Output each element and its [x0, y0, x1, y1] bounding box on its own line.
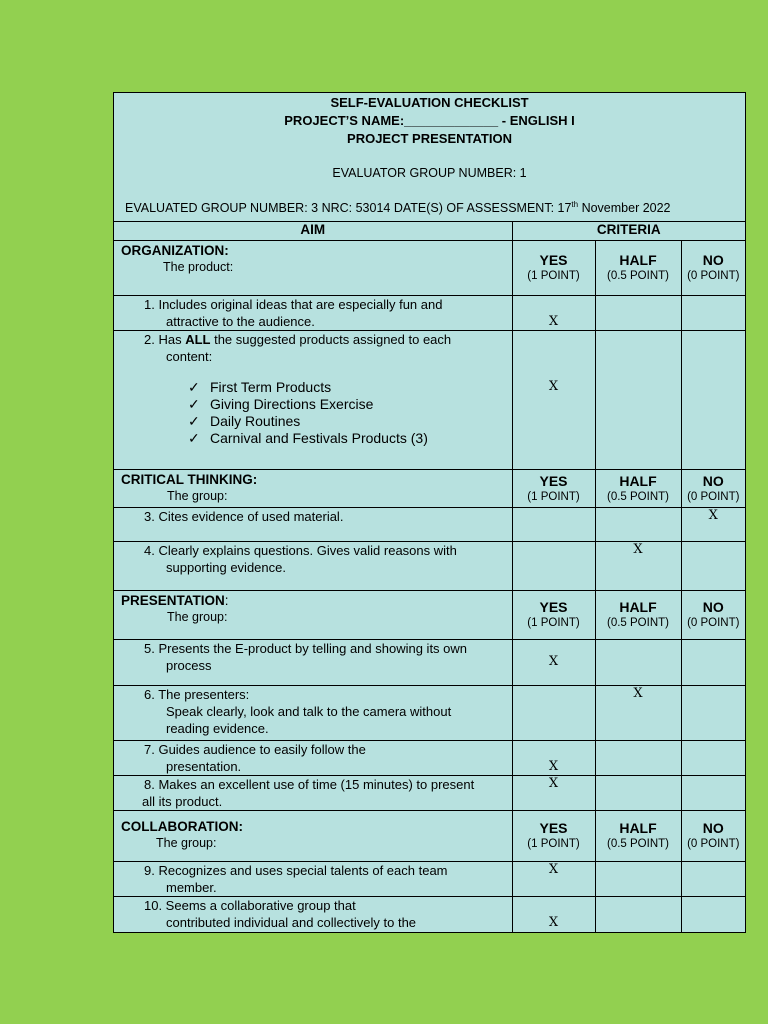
- mark-half: [595, 861, 681, 896]
- section-subtitle: The product:: [163, 259, 234, 274]
- mark-half: [595, 295, 681, 330]
- mark-no: [681, 295, 745, 330]
- evaluation-table: [114, 221, 745, 933]
- criteria-yes: [512, 590, 595, 639]
- mark-no: [681, 740, 745, 775]
- criteria-yes: [512, 469, 595, 507]
- no-label: NO: [702, 252, 724, 268]
- mark-yes: X: [512, 896, 595, 933]
- no-label: NO: [702, 599, 724, 615]
- product-label: First Term Products: [210, 378, 332, 395]
- project-subject: - ENGLISH I: [498, 113, 575, 128]
- mark-yes: X: [512, 861, 595, 896]
- item-text: 8. Makes an excellent use of time (15 minutes) to present: [144, 776, 475, 792]
- product-checklist: [144, 379, 512, 447]
- section-title: [114, 593, 512, 609]
- item-text: 4. Clearly explains questions. Gives valid reasons with: [144, 542, 457, 558]
- yes-points: (1 POINT): [527, 270, 580, 282]
- yes-points: (1 POINT): [527, 838, 580, 850]
- section-presentation: [114, 590, 512, 639]
- yes-points: (1 POINT): [527, 617, 580, 629]
- half-points: (0.5 POINT): [607, 838, 669, 850]
- mark-half: X: [595, 685, 681, 740]
- no-points: (0 POINT): [687, 838, 740, 850]
- mark-yes: X: [512, 775, 595, 810]
- evaluator-group-line: EVALUATOR GROUP NUMBER: 1: [332, 166, 527, 180]
- mark-half: X: [595, 541, 681, 590]
- half-points: (0.5 POINT): [607, 490, 669, 503]
- mark-yes: X: [512, 330, 595, 469]
- item-6: [114, 685, 512, 740]
- item-8: [114, 775, 512, 810]
- mark-yes: X: [512, 740, 595, 775]
- section-row-presentation: [114, 590, 745, 639]
- item-10: [114, 896, 512, 933]
- item-text: presentation.: [166, 758, 242, 774]
- product-item: [188, 396, 512, 413]
- ordinal-suffix: th: [571, 200, 579, 209]
- section-collaboration: [114, 810, 512, 861]
- criteria-no: [681, 590, 745, 639]
- criteria-no: [681, 240, 745, 295]
- table-row-item-6: [114, 685, 745, 740]
- mark-no: [681, 896, 745, 933]
- section-organization: [114, 240, 512, 295]
- table-header-row: [114, 221, 745, 240]
- table-row-item-7: [114, 740, 745, 775]
- mark-half: [595, 896, 681, 933]
- mark-no: [681, 775, 745, 810]
- product-label: Giving Directions Exercise: [210, 395, 374, 412]
- mark-half: [595, 775, 681, 810]
- document-subtitle: PROJECT PRESENTATION: [347, 131, 512, 146]
- table-row-item-4: [114, 541, 745, 590]
- product-item: [188, 413, 512, 430]
- half-points: (0.5 POINT): [607, 617, 669, 629]
- evaluated-group-line: [125, 200, 746, 215]
- section-row-critical-thinking: [114, 469, 745, 507]
- criteria-no: [681, 469, 745, 507]
- no-points: (0 POINT): [687, 270, 740, 282]
- mark-half: [595, 740, 681, 775]
- item-text: 2. Has: [144, 331, 186, 347]
- mark-half: [595, 639, 681, 685]
- document-header: [114, 93, 745, 222]
- mark-yes: X: [512, 639, 595, 685]
- item-text: 1. Includes original ideas that are especially fun and: [144, 296, 443, 312]
- yes-label: YES: [539, 599, 568, 615]
- evaluated-line-text: EVALUATED GROUP NUMBER: 3 NRC: 53014 DATE(S) OF ASSESSMENT: 17: [125, 201, 572, 216]
- mark-yes: [512, 507, 595, 541]
- item-text: attractive to the audience.: [166, 313, 315, 329]
- section-subtitle: The group:: [167, 488, 228, 503]
- yes-label: YES: [539, 252, 568, 268]
- evaluated-line-date: November 2022: [578, 201, 671, 216]
- section-title: COLLABORATION:: [121, 818, 243, 834]
- mark-no: [681, 541, 745, 590]
- product-item: [188, 430, 512, 447]
- section-title: ORGANIZATION:: [121, 242, 229, 258]
- no-label: NO: [702, 820, 724, 836]
- section-row-organization: [114, 240, 745, 295]
- item-emphasis: ALL: [185, 331, 211, 347]
- section-title-colon: :: [224, 592, 229, 608]
- mark-no: X: [681, 507, 745, 541]
- mark-no: [681, 639, 745, 685]
- section-title: CRITICAL THINKING:: [121, 471, 258, 487]
- section-subtitle: The group:: [167, 609, 228, 624]
- item-text: Speak clearly, look and talk to the camera without: [166, 703, 452, 719]
- criteria-no: [681, 810, 745, 861]
- criteria-column-header: CRITERIA: [512, 221, 745, 240]
- item-1: [114, 295, 512, 330]
- criteria-half: [595, 590, 681, 639]
- item-9: [114, 861, 512, 896]
- item-text: supporting evidence.: [166, 559, 286, 575]
- mark-half: [595, 330, 681, 469]
- mark-no: [681, 861, 745, 896]
- mark-yes: X: [512, 295, 595, 330]
- criteria-yes: [512, 810, 595, 861]
- yes-points: (1 POINT): [527, 490, 580, 503]
- table-row-item-10: [114, 896, 745, 933]
- item-2: [114, 330, 512, 469]
- item-5: [114, 639, 512, 685]
- check-icon: ✓: [188, 378, 200, 395]
- document-title: SELF-EVALUATION CHECKLIST: [330, 95, 529, 110]
- yes-label: YES: [539, 820, 568, 836]
- check-icon: ✓: [188, 395, 200, 412]
- item-text: process: [166, 657, 212, 673]
- section-critical-thinking: [114, 469, 512, 507]
- item-text: 9. Recognizes and uses special talents of each team: [144, 862, 448, 878]
- half-points: (0.5 POINT): [607, 270, 669, 282]
- project-name-blank: _____________: [404, 113, 499, 128]
- half-label: HALF: [619, 472, 657, 489]
- project-name-label: PROJECT’S NAME:: [284, 113, 405, 128]
- criteria-half: [595, 810, 681, 861]
- item-text: content:: [166, 348, 213, 364]
- mark-no: [681, 330, 745, 469]
- table-row-item-2: [114, 330, 745, 469]
- half-label: HALF: [619, 599, 657, 615]
- table-row-item-8: [114, 775, 745, 810]
- mark-yes: [512, 541, 595, 590]
- mark-half: [595, 507, 681, 541]
- project-name-line: [114, 113, 745, 128]
- mark-no: [681, 685, 745, 740]
- item-4: [114, 541, 512, 590]
- product-label: Daily Routines: [210, 412, 301, 429]
- check-icon: ✓: [188, 429, 200, 446]
- table-row-item-1: [114, 295, 745, 330]
- no-points: (0 POINT): [687, 490, 740, 503]
- item-text: 10. Seems a collaborative group that: [144, 897, 356, 913]
- check-icon: ✓: [188, 412, 200, 429]
- table-row-item-9: [114, 861, 745, 896]
- table-row-item-3: [114, 507, 745, 541]
- product-item: [188, 379, 512, 396]
- item-3: 3. Cites evidence of used material.: [114, 507, 512, 541]
- section-subtitle: The group:: [156, 835, 217, 850]
- aim-column-header: AIM: [114, 221, 512, 240]
- product-label: Carnival and Festivals Products (3): [210, 429, 428, 446]
- criteria-yes: [512, 240, 595, 295]
- item-text: member.: [166, 879, 217, 895]
- evaluation-document: [113, 92, 746, 933]
- no-points: (0 POINT): [687, 617, 740, 629]
- section-title-text: PRESENTATION: [121, 592, 225, 608]
- item-text: 6. The presenters:: [144, 686, 250, 702]
- half-label: HALF: [619, 252, 657, 268]
- item-text: contributed individual and collectively to the: [166, 914, 417, 930]
- section-row-collaboration: [114, 810, 745, 861]
- criteria-half: [595, 240, 681, 295]
- half-label: HALF: [619, 820, 657, 836]
- yes-label: YES: [539, 472, 568, 489]
- item-text: reading evidence.: [166, 720, 269, 736]
- item-text: 5. Presents the E-product by telling and showing its own: [144, 640, 468, 656]
- table-row-item-5: [114, 639, 745, 685]
- item-text: the suggested products assigned to each: [210, 331, 452, 347]
- item-text: all its product.: [142, 793, 223, 809]
- item-text: 7. Guides audience to easily follow the: [144, 741, 366, 757]
- mark-yes: [512, 685, 595, 740]
- criteria-half: [595, 469, 681, 507]
- no-label: NO: [702, 472, 724, 489]
- item-7: [114, 740, 512, 775]
